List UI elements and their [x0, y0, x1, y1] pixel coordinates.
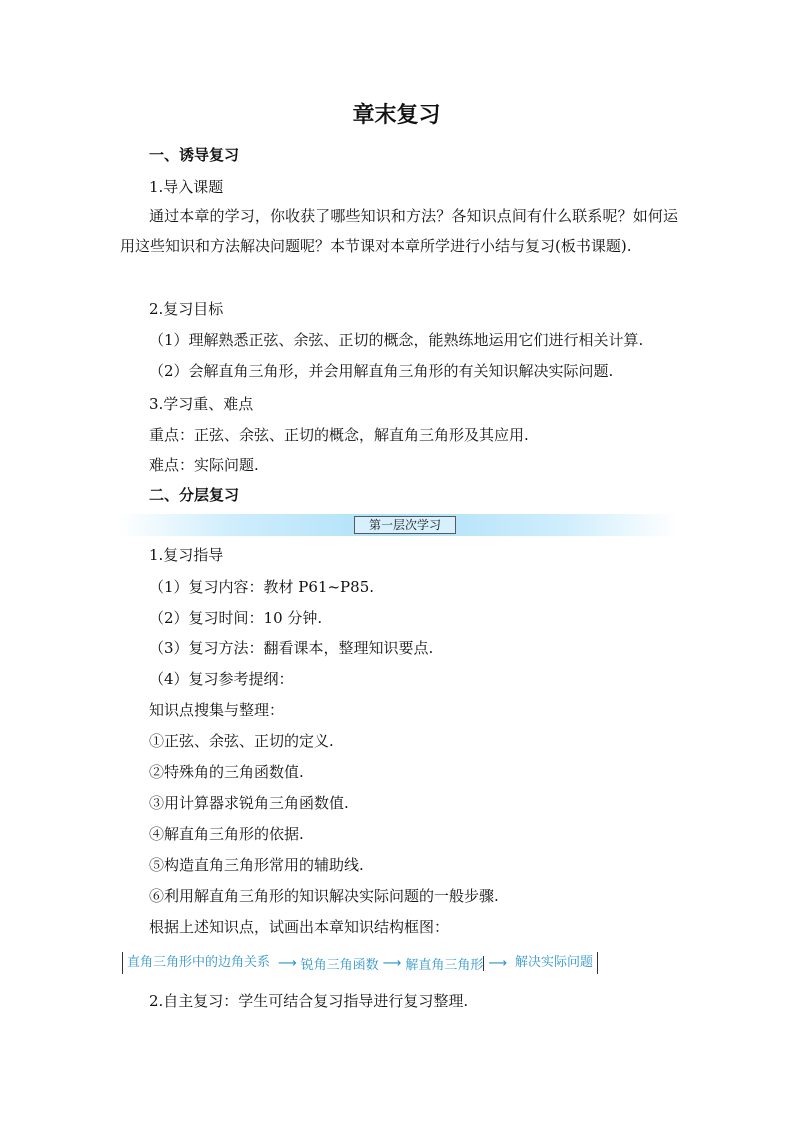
flow-box: 解直角三角形: [405, 957, 484, 973]
guide-item: （2）复习时间：10 分钟.: [149, 609, 323, 627]
intro-paragraph: 通过本章的学习，你收获了哪些知识和方法？各知识点间有什么联系呢？如何运用这些知识和方法解决问题呢？本节课对本章所学进行小结与复习(板书课题).: [120, 207, 678, 255]
flow-box: 直角三角形中的边角关系: [122, 952, 274, 974]
arrow-right-icon: ⟶: [483, 956, 511, 971]
intro-heading: 1.导入课题: [149, 178, 224, 196]
knowledge-point: ⑤构造直角三角形常用的辅助线.: [149, 856, 364, 874]
self-review: 2.自主复习：学生可结合复习指导进行复习整理.: [149, 992, 469, 1010]
goals-heading: 2.复习目标: [149, 300, 224, 318]
guide-item: （3）复习方法：翻看课本，整理知识要点.: [149, 639, 434, 657]
knowledge-point: ①正弦、余弦、正切的定义.: [149, 732, 334, 750]
flow-box: 解决实际问题: [511, 952, 598, 974]
keypoints-heading: 3.学习重、难点: [149, 395, 254, 413]
guide-item: （1）复习内容：教材 P61~P85.: [149, 578, 375, 596]
key-point: 重点：正弦、余弦、正切的概念，解直角三角形及其应用.: [149, 426, 529, 444]
flow-box: 锐角三角函数: [300, 957, 379, 973]
guide-heading: 1.复习指导: [149, 546, 224, 564]
knowledge-point: ③用计算器求锐角三角函数值.: [149, 794, 349, 812]
knowledge-framework-diagram: [122, 951, 598, 975]
collect-heading: 知识点搜集与整理：: [149, 701, 285, 719]
section-heading-layered: 二、分层复习: [149, 486, 240, 504]
goal-item: （1）理解熟悉正弦、余弦、正切的概念，能熟练地运用它们进行相关计算.: [149, 331, 644, 349]
guide-item: （4）复习参考提纲：: [149, 670, 294, 688]
level-banner-label: 第一层次学习: [354, 516, 456, 534]
goal-item: （2）会解直角三角形，并会用解直角三角形的有关知识解决实际问题.: [149, 362, 614, 380]
difficult-point: 难点：实际问题.: [149, 456, 259, 474]
level-banner: [118, 514, 678, 536]
knowledge-point: ②特殊角的三角函数值.: [149, 763, 304, 781]
section-heading-review: 一、诱导复习: [149, 146, 240, 164]
knowledge-point: ⑥利用解直角三角形的知识解决实际问题的一般步骤.: [149, 887, 499, 905]
arrow-right-icon: ⟶: [382, 955, 402, 971]
knowledge-point: ④解直角三角形的依据.: [149, 825, 304, 843]
arrow-right-icon: ⟶: [278, 955, 297, 971]
framework-prompt: 根据上述知识点，试画出本章知识结构框图：: [149, 918, 450, 936]
page-title: 章末复习: [352, 103, 441, 128]
